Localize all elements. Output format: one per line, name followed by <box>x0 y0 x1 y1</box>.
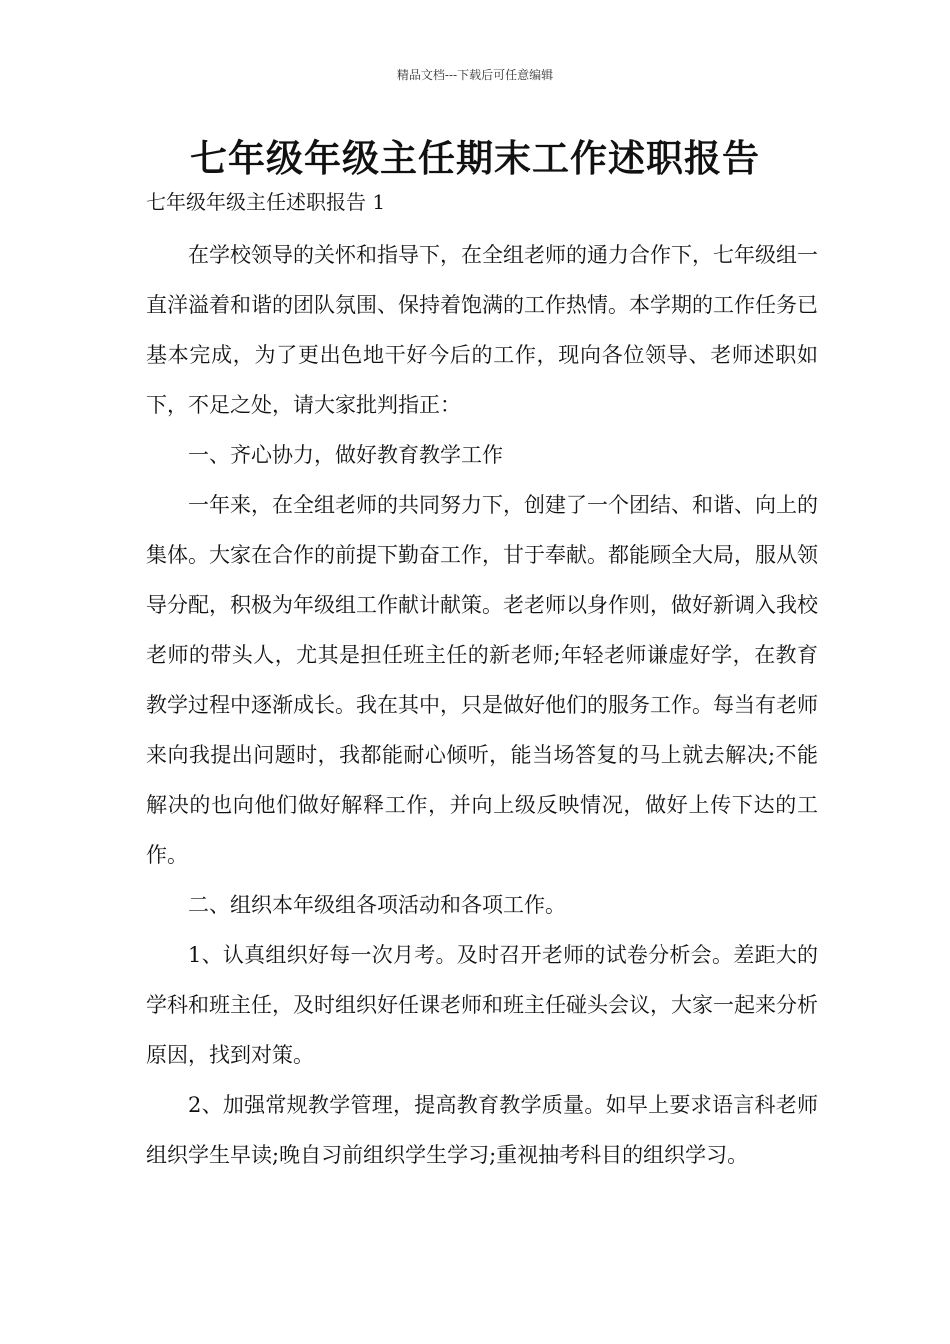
document-subtitle: 七年级年级主任述职报告 1 <box>146 190 386 214</box>
paragraph-intro: 在学校领导的关怀和指导下，在全组老师的通力合作下，七年级组一直洋溢着和谐的团队氛围、保持着饱满的工作热情。本学期的工作任务已基本完成，为了更出色地干好今后的工作，现向各位领导、老师述职如下，不足之处，请大家批判指正： <box>146 243 818 417</box>
header-note: 精品文档---下载后可任意编辑 <box>396 68 554 82</box>
paragraph-item-1: 1、认真组织好每一次月考。及时召开老师的试卷分析会。差距大的学科和班主任，及时组织好任课老师和班主任碰头会议，大家一起来分析原因，找到对策。 <box>146 943 818 1067</box>
section-heading-1: 一、齐心协力，做好教育教学工作 <box>188 443 503 467</box>
document-body <box>146 230 818 1180</box>
document-title: 七年级年级主任期末工作述职报告 <box>190 136 760 180</box>
paragraph-teamwork: 一年来，在全组老师的共同努力下，创建了一个团结、和谐、向上的集体。大家在合作的前提下勤奋工作，甘于奉献。都能顾全大局，服从领导分配，积极为年级组工作献计献策。老老师以身作则，做好新调入我校老师的带头人，尤其是担任班主任的新老师;年轻老师谦虚好学，在教育教学过程中逐渐成长。我在其中，只是做好他们的服务工作。每当有老师来向我提出问题时，我都能耐心倾听，能当场答复的马上就去解决;不能解决的也向他们做好解释工作，并向上级反映情况，做好上传下达的工作。 <box>146 493 818 867</box>
paragraph-item-2: 2、加强常规教学管理，提高教育教学质量。如早上要求语言科老师组织学生早读;晚自习前组织学生学习;重视抽考科目的组织学习。 <box>146 1093 818 1167</box>
section-heading-2: 二、组织本年级组各项活动和各项工作。 <box>188 893 566 917</box>
